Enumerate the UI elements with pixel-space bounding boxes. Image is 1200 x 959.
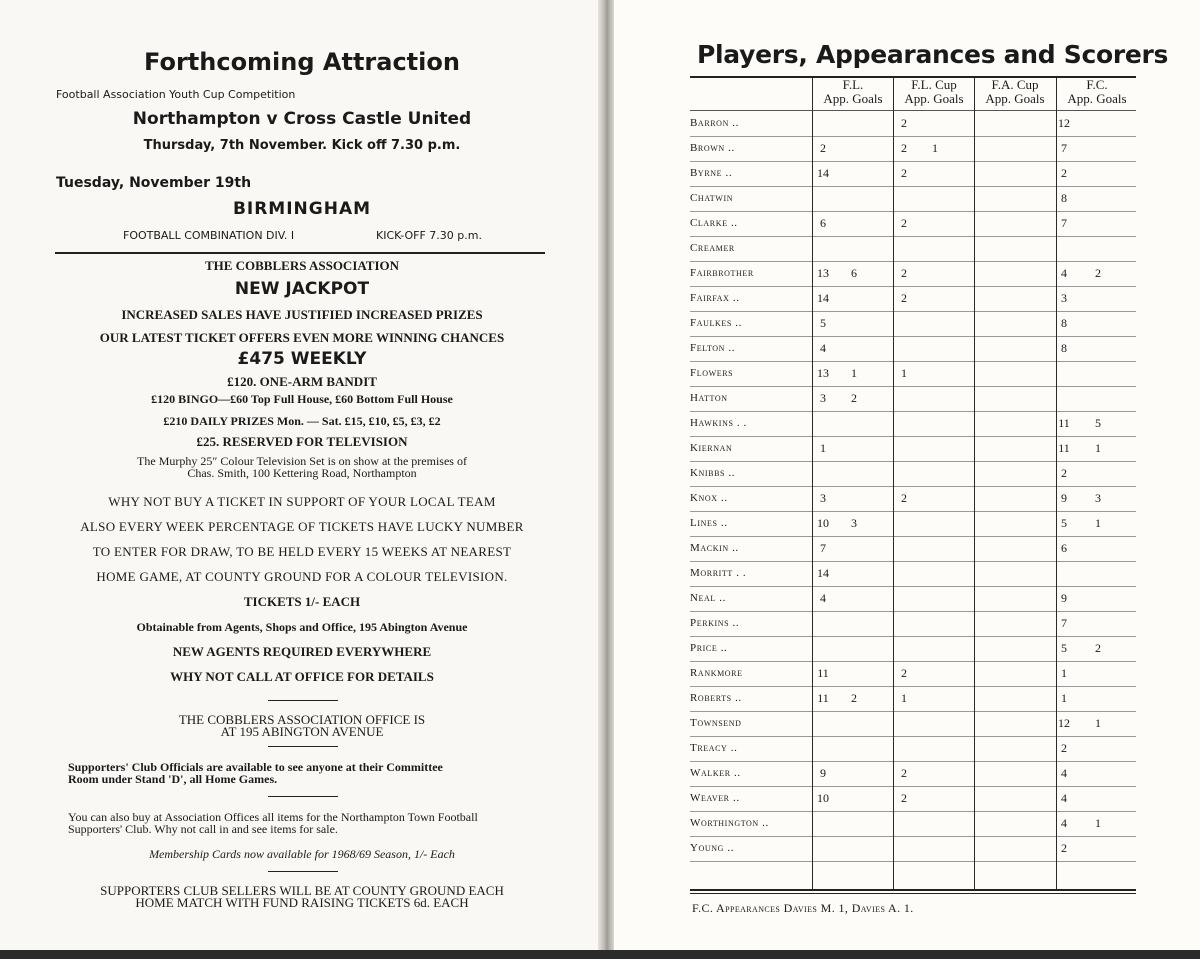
player-name: Treacy .. bbox=[690, 742, 738, 754]
stat-cell: 7 bbox=[1061, 216, 1067, 230]
increased-text: INCREASED SALES HAVE JUSTIFIED INCREASED PRIZES bbox=[121, 307, 483, 322]
stat-cell: 11 bbox=[1058, 416, 1070, 430]
stat-cell: 2 bbox=[901, 791, 907, 805]
sellers-line-2: HOME MATCH WITH FUND RAISING TICKETS 6d. EACH bbox=[135, 895, 469, 910]
stat-cell: 9 bbox=[1061, 491, 1067, 505]
stat-cell: 4 bbox=[1061, 791, 1067, 805]
murphy-line-1: The Murphy 25″ Colour Television Set is on show at the premises of bbox=[137, 454, 467, 468]
player-name: Hatton bbox=[690, 392, 728, 404]
row-rule bbox=[690, 186, 1136, 187]
row-rule bbox=[690, 211, 1136, 212]
stat-cell: 2 bbox=[851, 391, 857, 405]
header-comp: F.L. Cup bbox=[911, 77, 957, 92]
stat-cell: 4 bbox=[1061, 816, 1067, 830]
stat-cell: 13 bbox=[817, 366, 829, 380]
player-name: Neal .. bbox=[690, 592, 726, 604]
stat-cell: 11 bbox=[817, 666, 829, 680]
stat-cell: 4 bbox=[820, 591, 826, 605]
sellers-line-1: SUPPORTERS CLUB SELLERS WILL BE AT COUNTY GROUND EACH bbox=[100, 883, 504, 898]
stat-cell: 14 bbox=[817, 166, 829, 180]
office-line-1: THE COBBLERS ASSOCIATION OFFICE IS bbox=[178, 712, 426, 727]
player-name: Lines .. bbox=[690, 517, 728, 529]
stat-cell: 7 bbox=[1061, 141, 1067, 155]
stat-cell: 7 bbox=[820, 541, 826, 555]
row-rule bbox=[690, 236, 1136, 237]
player-name: Roberts .. bbox=[690, 692, 742, 704]
stat-cell: 2 bbox=[901, 291, 907, 305]
stat-cell: 11 bbox=[1058, 441, 1070, 455]
stat-cell: 14 bbox=[817, 291, 829, 305]
row-rule bbox=[690, 661, 1136, 662]
stat-cell: 2 bbox=[1061, 166, 1067, 180]
row-rule bbox=[690, 836, 1136, 837]
player-name: Young .. bbox=[690, 842, 735, 854]
player-name: Brown .. bbox=[690, 142, 735, 154]
stat-cell: 10 bbox=[817, 516, 829, 530]
stat-cell: 1 bbox=[1061, 691, 1067, 705]
row-rule bbox=[690, 436, 1136, 437]
prize-bandit: £120. ONE-ARM BANDIT bbox=[227, 374, 377, 389]
tuesday-date: Tuesday, November 19th bbox=[56, 175, 252, 191]
stat-cell: 2 bbox=[901, 216, 907, 230]
membership-note: Membership Cards now available for 1968/69 Season, 1/- Each bbox=[149, 847, 455, 861]
stat-cell: 1 bbox=[932, 141, 938, 155]
stat-cell: 4 bbox=[1061, 266, 1067, 280]
stat-cell: 2 bbox=[901, 666, 907, 680]
stat-cell: 8 bbox=[1061, 191, 1067, 205]
row-rule bbox=[690, 536, 1136, 537]
header-sub: App. Goals bbox=[1067, 91, 1127, 106]
row-rule bbox=[690, 136, 1136, 137]
stat-cell: 8 bbox=[1061, 341, 1067, 355]
player-name: Barron .. bbox=[690, 117, 739, 129]
stat-cell: 4 bbox=[820, 341, 826, 355]
buy-line-1: You can also buy at Association Offices all items for the Northampton Town Football bbox=[68, 810, 478, 824]
row-rule bbox=[690, 336, 1136, 337]
player-name: Chatwin bbox=[690, 192, 734, 204]
stat-cell: 1 bbox=[1095, 716, 1101, 730]
stat-cell: 3 bbox=[820, 491, 826, 505]
stat-cell: 2 bbox=[901, 166, 907, 180]
stat-cell: 5 bbox=[820, 316, 826, 330]
stat-cell: 2 bbox=[1061, 841, 1067, 855]
player-name: Mackin .. bbox=[690, 542, 739, 554]
player-name: Knox .. bbox=[690, 492, 728, 504]
stat-cell: 2 bbox=[1095, 266, 1101, 280]
jackpot-heading: NEW JACKPOT bbox=[234, 279, 370, 299]
stat-cell: 12 bbox=[1058, 716, 1070, 730]
header-fl-cup bbox=[894, 78, 974, 106]
weekly-amount: £475 WEEKLY bbox=[237, 349, 367, 369]
row-rule bbox=[690, 511, 1136, 512]
player-name: Price .. bbox=[690, 642, 728, 654]
header-fc bbox=[1057, 78, 1137, 106]
opponent: BIRMINGHAM bbox=[232, 199, 372, 219]
row-rule bbox=[690, 411, 1136, 412]
stat-cell: 6 bbox=[820, 216, 826, 230]
prize-daily: £210 DAILY PRIZES Mon. — Sat. £15, £10, £5, £3, £2 bbox=[163, 414, 441, 428]
player-name: Perkins .. bbox=[690, 617, 740, 629]
header-comp: F.C. bbox=[1086, 77, 1108, 92]
header-sub: App. Goals bbox=[904, 91, 964, 106]
assoc-heading: THE COBBLERS ASSOCIATION bbox=[204, 258, 400, 273]
column-divider bbox=[974, 78, 975, 890]
player-name: Hawkins . . bbox=[690, 417, 747, 429]
row-rule bbox=[690, 261, 1136, 262]
stat-cell: 2 bbox=[901, 266, 907, 280]
division-label: FOOTBALL COMBINATION DIV. I bbox=[123, 229, 295, 242]
stat-cell: 9 bbox=[1061, 591, 1067, 605]
stat-cell: 1 bbox=[1095, 516, 1101, 530]
page-bottom-edge bbox=[0, 950, 1200, 959]
stat-cell: 3 bbox=[820, 391, 826, 405]
row-rule bbox=[690, 861, 1136, 862]
short-divider-4 bbox=[268, 871, 338, 872]
youth-date: Thursday, 7th November. Kick off 7.30 p.m. bbox=[143, 138, 461, 153]
player-name: Rankmore bbox=[690, 667, 743, 679]
stat-cell: 5 bbox=[1061, 641, 1067, 655]
office-line-2: AT 195 ABINGTON AVENUE bbox=[220, 724, 384, 739]
stat-cell: 10 bbox=[817, 791, 829, 805]
player-name: Clarke .. bbox=[690, 217, 738, 229]
row-rule bbox=[690, 611, 1136, 612]
stat-cell: 2 bbox=[1061, 466, 1067, 480]
stat-cell: 12 bbox=[1058, 116, 1070, 130]
stat-cell: 5 bbox=[1095, 416, 1101, 430]
row-rule bbox=[690, 761, 1136, 762]
header-sub: App. Goals bbox=[985, 91, 1045, 106]
row-rule bbox=[690, 161, 1136, 162]
row-rule bbox=[690, 736, 1136, 737]
row-rule bbox=[690, 561, 1136, 562]
stat-cell: 2 bbox=[901, 491, 907, 505]
row-rule bbox=[690, 711, 1136, 712]
player-name: Felton .. bbox=[690, 342, 736, 354]
column-divider bbox=[1056, 78, 1057, 890]
stat-cell: 1 bbox=[1095, 441, 1101, 455]
stat-cell: 14 bbox=[817, 566, 829, 580]
stat-cell: 2 bbox=[901, 141, 907, 155]
player-name: Townsend bbox=[690, 717, 742, 729]
header-fl bbox=[813, 78, 893, 106]
row-rule bbox=[690, 486, 1136, 487]
obtain-text: Obtainable from Agents, Shops and Office, 195 Abington Avenue bbox=[136, 620, 468, 634]
stat-cell: 1 bbox=[1061, 666, 1067, 680]
player-name: Faulkes .. bbox=[690, 317, 742, 329]
header-sub: App. Goals bbox=[823, 91, 883, 106]
row-rule bbox=[690, 361, 1136, 362]
player-name: Knibbs .. bbox=[690, 467, 736, 479]
player-name: Walker .. bbox=[690, 767, 741, 779]
why-line-3: TO ENTER FOR DRAW, TO BE HELD EVERY 15 WEEKS AT NEAREST bbox=[92, 544, 512, 559]
stat-cell: 5 bbox=[1061, 516, 1067, 530]
stat-cell: 1 bbox=[1095, 816, 1101, 830]
agents-text: NEW AGENTS REQUIRED EVERYWHERE bbox=[172, 644, 432, 659]
stat-cell: 1 bbox=[820, 441, 826, 455]
why-line-1: WHY NOT BUY A TICKET IN SUPPORT OF YOUR LOCAL TEAM bbox=[108, 494, 496, 509]
latest-text: OUR LATEST TICKET OFFERS EVEN MORE WINNING CHANCES bbox=[99, 330, 505, 345]
stat-cell: 2 bbox=[1095, 641, 1101, 655]
header-rule bbox=[690, 110, 1136, 111]
stat-cell: 3 bbox=[851, 516, 857, 530]
player-name: Fairfax .. bbox=[690, 292, 740, 304]
stat-cell: 2 bbox=[820, 141, 826, 155]
player-name: Fairbrother bbox=[690, 267, 754, 279]
row-rule bbox=[690, 636, 1136, 637]
column-divider bbox=[812, 78, 813, 890]
stat-cell: 11 bbox=[817, 691, 829, 705]
table-bottom-rule-2 bbox=[690, 893, 1136, 894]
stat-cell: 8 bbox=[1061, 316, 1067, 330]
kickoff-label: KICK-OFF 7.30 p.m. bbox=[376, 229, 482, 242]
stat-cell: 6 bbox=[851, 266, 857, 280]
table-bottom-rule bbox=[690, 889, 1136, 891]
section-divider bbox=[55, 252, 545, 254]
player-name: Kiernan bbox=[690, 442, 733, 454]
fc-appearances-note: F.C. Appearances Davies M. 1, Davies A. 1. bbox=[692, 901, 914, 915]
row-rule bbox=[690, 311, 1136, 312]
stat-cell: 3 bbox=[1095, 491, 1101, 505]
header-fa-cup bbox=[975, 78, 1055, 106]
short-divider-2 bbox=[268, 746, 338, 747]
tickets-price: TICKETS 1/- EACH bbox=[243, 594, 361, 609]
forthcoming-title: Forthcoming Attraction bbox=[144, 48, 460, 76]
stat-cell: 2 bbox=[901, 116, 907, 130]
stat-cell: 2 bbox=[851, 691, 857, 705]
officials-line-1: Supporters' Club Officials are available to see anyone at their Committee bbox=[68, 760, 443, 774]
player-name: Byrne .. bbox=[690, 167, 733, 179]
row-rule bbox=[690, 461, 1136, 462]
row-rule bbox=[690, 786, 1136, 787]
why-line-2: ALSO EVERY WEEK PERCENTAGE OF TICKETS HAVE LUCKY NUMBER bbox=[80, 519, 524, 534]
stat-cell: 2 bbox=[1061, 741, 1067, 755]
player-name: Weaver .. bbox=[690, 792, 740, 804]
row-rule bbox=[690, 286, 1136, 287]
player-name: Worthington .. bbox=[690, 817, 769, 829]
prize-bingo: £120 BINGO—£60 Top Full House, £60 Bottom Full House bbox=[151, 392, 453, 406]
player-name: Morritt . . bbox=[690, 567, 747, 579]
stat-cell: 3 bbox=[1061, 291, 1067, 305]
call-office-text: WHY NOT CALL AT OFFICE FOR DETAILS bbox=[170, 669, 434, 684]
short-divider-1 bbox=[268, 700, 338, 701]
stat-cell: 1 bbox=[901, 366, 907, 380]
murphy-line-2: Chas. Smith, 100 Kettering Road, Northampton bbox=[187, 466, 417, 480]
header-comp: F.L. bbox=[842, 77, 864, 92]
stat-cell: 6 bbox=[1061, 541, 1067, 555]
player-name: Flowers bbox=[690, 367, 734, 379]
player-name: Creamer bbox=[690, 242, 735, 254]
prize-television: £25. RESERVED FOR TELEVISION bbox=[196, 434, 408, 449]
stat-cell: 1 bbox=[851, 366, 857, 380]
row-rule bbox=[690, 386, 1136, 387]
row-rule bbox=[690, 586, 1136, 587]
officials-line-2: Room under Stand 'D', all Home Games. bbox=[68, 772, 278, 786]
competition-label: Football Association Youth Cup Competition bbox=[56, 88, 296, 101]
why-line-4: HOME GAME, AT COUNTY GROUND FOR A COLOUR TELEVISION. bbox=[96, 569, 508, 584]
stat-cell: 4 bbox=[1061, 766, 1067, 780]
youth-match: Northampton v Cross Castle United bbox=[132, 109, 472, 129]
stat-cell: 9 bbox=[820, 766, 826, 780]
stat-cell: 1 bbox=[901, 691, 907, 705]
row-rule bbox=[690, 686, 1136, 687]
stat-cell: 7 bbox=[1061, 616, 1067, 630]
stat-cell: 2 bbox=[901, 766, 907, 780]
buy-line-2: Supporters' Club. Why not call in and see items for sale. bbox=[68, 822, 338, 836]
column-divider bbox=[893, 78, 894, 890]
players-title: Players, Appearances and Scorers bbox=[697, 40, 1169, 69]
header-comp: F.A. Cup bbox=[991, 77, 1039, 92]
short-divider-3 bbox=[268, 796, 338, 797]
stat-cell: 13 bbox=[817, 266, 829, 280]
row-rule bbox=[690, 811, 1136, 812]
